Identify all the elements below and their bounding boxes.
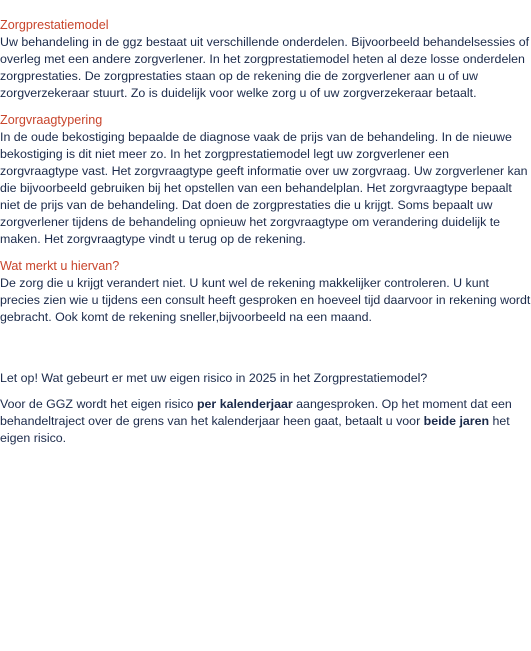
section-heading: Zorgprestatiemodel (0, 18, 109, 32)
section-zorgvraagtypering (0, 112, 531, 248)
spacer (0, 336, 531, 370)
section-zorgprestatiemodel (0, 17, 531, 102)
risk-text-3: het eigen risico. (0, 414, 510, 445)
section-body: De zorg die u krijgt verandert niet. U kunt wel de rekening makkelijker controleren. U kunt precies zien wie u tijdens een consult heeft gesproken en hoeveel tijd daarvoor in rekening wordt gebracht. Ook komt de rekening sneller,bijvoorbeeld na een maand. (0, 276, 531, 324)
section-body: In de oude bekostiging bepaalde de diagnose vaak de prijs van de behandeling. In de nieuwe bekostiging is dit niet meer zo. In het zorgprestatiemodel legt uw zorgverlener een zorgvraagtype vast. Het zorgvraagtype geeft informatie over uw zorgvraag. Uw zorgverlener kan die bijvoorbeeld gebruiken bij het opstellen van een behandelplan. Het zorgvraagtype bepaalt niet de prijs van de behandeling. Dat doen de zorgprestaties die u krijgt. Soms bepaalt uw zorgverlener tijdens de behandeling opnieuw het zorgvraagtype om verandering duidelijk te maken. Het zorgvraagtype vindt u terug op de rekening. (0, 130, 528, 246)
section-body: Uw behandeling in de ggz bestaat uit verschillende onderdelen. Bijvoorbeeld behandelsessies of overleg met een andere zorgverlener. In het zorgprestatiemodel heten al deze losse onderdelen zorgprestaties. De zorgprestaties staan op de rekening die de zorgverlener aan u of uw zorgverzekeraar stuurt. Zo is duidelijk voor welke zorg u of uw zorgverzekeraar betaalt. (0, 35, 530, 100)
risk-bold-per-kalenderjaar: per kalenderjaar (196, 397, 293, 411)
risk-explanation (0, 396, 531, 447)
risk-text-1: Voor de GGZ wordt het eigen risico (0, 397, 197, 411)
risk-bold-beide-jaren: beide jaren (423, 414, 490, 428)
risk-text-2: aangesproken. Op het moment dat een behandeltraject over de grens van het kalenderjaar heen gaat, betaalt u voor (0, 397, 512, 428)
section-heading: Zorgvraagtypering (0, 113, 103, 127)
section-wat-merkt-u (0, 258, 531, 326)
section-heading: Wat merkt u hiervan? (0, 259, 120, 273)
risk-question: Let op! Wat gebeurt er met uw eigen risico in 2025 in het Zorgprestatiemodel? (0, 371, 428, 385)
